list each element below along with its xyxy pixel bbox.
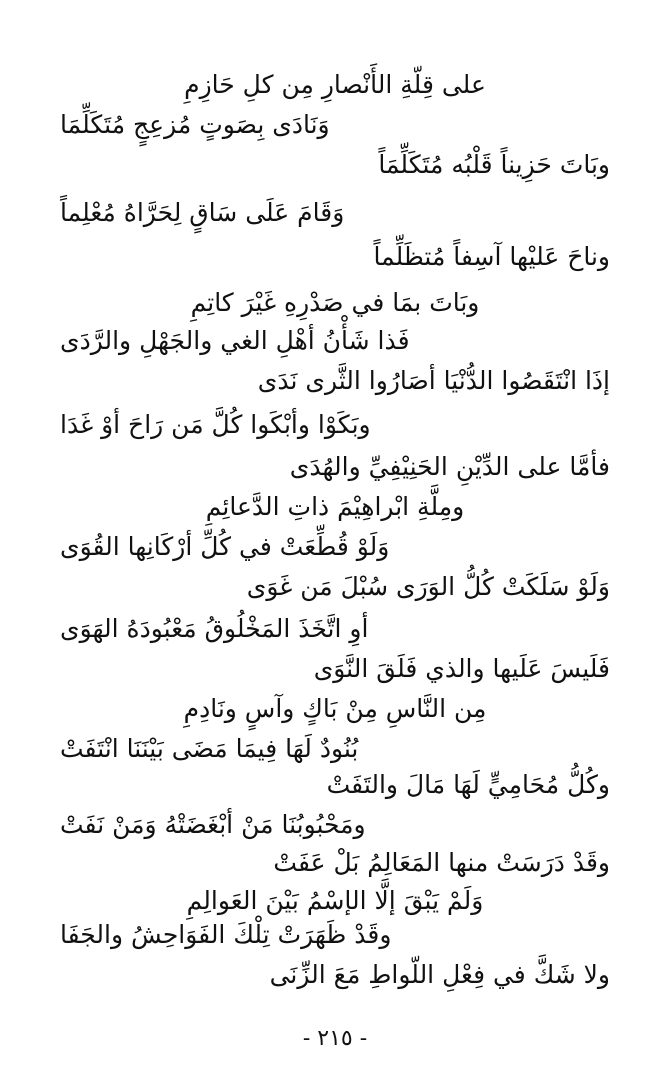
- verse-line-16: مِن النَّاسِ مِنْ بَاكٍ وآسٍ ونَادِمِ: [183, 694, 487, 723]
- verse-line-17: بُنُودٌ لَهَا فِيمَا مَضَى بَيْنَنَا انْتَفَتْ: [60, 734, 359, 763]
- verse-line-20: وقَدْ دَرَسَتْ منها المَعَالِمُ بَلْ عَفَتْ: [273, 848, 610, 877]
- verse-line-6: وبَاتَ بمَا في صَدْرِهِ غَيْرَ كاتِمِ: [190, 288, 480, 317]
- page-number: - ٢١٥ -: [302, 1026, 368, 1051]
- verse-line-11: ومِلَّةِ ابْراهِيْمَ ذاتِ الدَّعائِمِ: [205, 492, 465, 521]
- verse-line-21: وَلَمْ يَبْقَ إلَّا الإسْمُ بَيْنَ العَوالِمِ: [186, 886, 484, 915]
- verse-line-14: أوِ اتَّخَذَ المَخْلُوقُ مَعْبُودَهُ الهَوَى: [60, 614, 369, 643]
- verse-line-15: فَلَيسَ عَلَيها والذي فَلَقَ النَّوَى: [313, 654, 610, 683]
- verse-line-10: فأمَّا على الدِّيْنِ الحَنِيْفِيِّ والهُدَى: [289, 452, 610, 481]
- verse-line-19: ومَحْبُوبُنَا مَنْ أبْغَضَتْهُ وَمَنْ نَفَتْ: [60, 810, 366, 839]
- verse-line-2: وَنَادَى بِصَوتٍ مُزعِجٍ مُتَكَلِّمَا: [60, 110, 330, 139]
- verse-line-5: وناحَ عَليْها آسِفاً مُتظَلِّماً: [373, 242, 610, 271]
- verse-line-22: وقَدْ ظَهَرَتْ تِلْكَ الفَوَاحِشُ والجَفَا: [60, 920, 392, 949]
- verse-line-1: على قِلّةِ الأَنْصارِ مِن كلِ حَازِمِ: [184, 70, 486, 99]
- verse-line-13: وَلَوْ سَلَكَتْ كُلُّ الوَرَى سُبْلَ مَن غَوَى: [246, 572, 610, 601]
- verse-line-12: وَلَوْ قُطِّعَتْ في كُلِّ أرْكَانِها القُوَى: [60, 532, 390, 561]
- verse-line-8: إذَا انْتَقَصُوا الدُّنْيَا أصَارُوا الثَّرى نَدَى: [257, 366, 610, 395]
- verse-line-3: وبَاتَ حَزِيناً قَلْبُه مُتَكَلِّمَاً: [378, 150, 610, 179]
- verse-line-23: ولا شَكَّ في فِعْلِ اللّواطِ مَعَ الزِّنَى: [269, 960, 610, 989]
- verse-line-9: وبَكَوْا وأبْكَوا كُلَّ مَن رَاحَ أوْ غَدَا: [60, 410, 371, 439]
- verse-line-18: وكُلُّ مُحَامِيٍّ لَهَا مَالَ والتَفَتْ: [326, 770, 610, 799]
- verse-line-7: فَذا شَأْنُ أهْلِ الغي والجَهْلِ والرَّدَى: [60, 326, 410, 355]
- verse-line-4: وَقَامَ عَلَى سَاقٍ لِحَرَّاهُ مُعْلِماً: [60, 198, 345, 227]
